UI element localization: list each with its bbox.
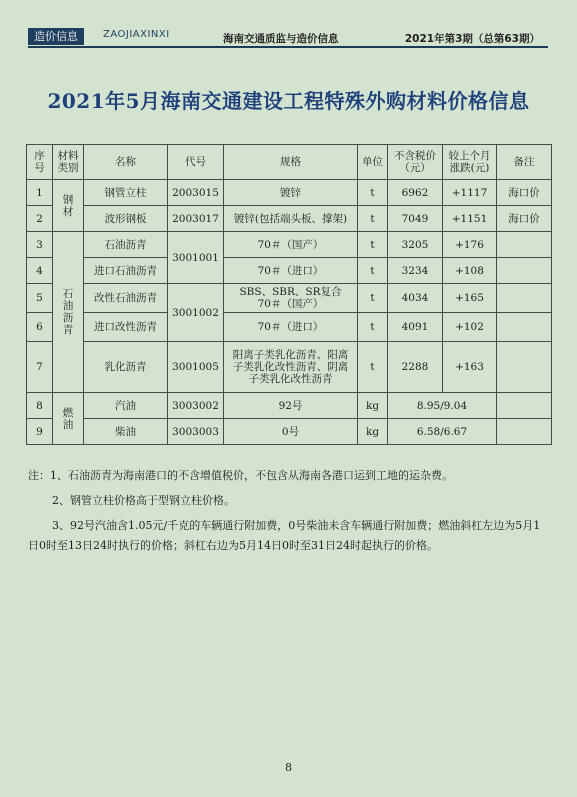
material-name: 进口石油沥青: [84, 258, 168, 284]
col-header-price: 不含税价 （元）: [388, 145, 443, 180]
col-header-unit: 单位: [358, 145, 388, 180]
material-code: 3001005: [168, 342, 224, 393]
price-change: +108: [443, 258, 497, 284]
header-tag: 造价信息: [28, 28, 84, 45]
material-unit: t: [358, 313, 388, 342]
material-unit: t: [358, 232, 388, 258]
row-no: 9: [27, 419, 53, 445]
journal-name: 海南交通质监与造价信息: [223, 33, 339, 45]
remark: [497, 313, 552, 342]
note-2: 2、钢管立柱价格高于型钢立柱价格。: [52, 494, 235, 507]
material-price: 6962: [388, 180, 443, 206]
col-header-remark: 备注: [497, 145, 552, 180]
row-no: 2: [27, 206, 53, 232]
remark: [497, 393, 552, 419]
material-name: 钢管立柱: [84, 180, 168, 206]
row-no: 3: [27, 232, 53, 258]
table-row: [27, 232, 552, 258]
table-row: [27, 419, 552, 445]
table-row: [27, 258, 552, 284]
price-change: +1151: [443, 206, 497, 232]
material-code: 3001002: [168, 284, 224, 342]
material-code: 3001001: [168, 232, 224, 284]
material-unit: t: [358, 258, 388, 284]
page-number: 8: [285, 761, 292, 774]
page-title: 2021年5月海南交通建设工程特殊外购材料价格信息: [47, 89, 530, 113]
material-name: 柴油: [84, 419, 168, 445]
material-code: 3003003: [168, 419, 224, 445]
remark: [497, 258, 552, 284]
material-price: 4091: [388, 313, 443, 342]
col-header-change: 较上个月 涨跌(元): [443, 145, 497, 180]
price-change: +165: [443, 284, 497, 313]
table-row: [27, 393, 552, 419]
header-rule: [28, 46, 548, 48]
category-cell: 钢 材: [53, 180, 84, 232]
material-name: 改性石油沥青: [84, 284, 168, 313]
material-price: 2288: [388, 342, 443, 393]
remark: [497, 232, 552, 258]
row-no: 6: [27, 313, 53, 342]
table-row: [27, 342, 552, 393]
price-change: +176: [443, 232, 497, 258]
header-pinyin: ZAOJIAXINXI: [103, 29, 170, 40]
row-no: 5: [27, 284, 53, 313]
material-name: 石油沥青: [84, 232, 168, 258]
material-unit: kg: [358, 393, 388, 419]
material-name: 进口改性沥青: [84, 313, 168, 342]
table-header-row: [27, 145, 552, 180]
price-table: [26, 144, 552, 445]
remark: 海口价: [497, 180, 552, 206]
material-spec: 镀锌(包括端头板、撑架): [224, 206, 358, 232]
col-header-name: 名称: [84, 145, 168, 180]
material-unit: t: [358, 284, 388, 313]
price-change: +102: [443, 313, 497, 342]
material-name: 乳化沥青: [84, 342, 168, 393]
row-no: 7: [27, 342, 53, 393]
material-code: 3003002: [168, 393, 224, 419]
material-spec: 阳离子类乳化沥青、阳离 子类乳化改性沥青、阴离 子类乳化改性沥青: [224, 342, 358, 393]
material-spec: SBS、SBR、SR复合 70＃（国产）: [224, 284, 358, 313]
price-change: +163: [443, 342, 497, 393]
material-name: 汽油: [84, 393, 168, 419]
material-price: 3205: [388, 232, 443, 258]
material-code: 2003017: [168, 206, 224, 232]
remark: [497, 342, 552, 393]
material-unit: t: [358, 342, 388, 393]
note-1: 注：1、石油沥青为海南港口的不含增值税价，不包含从海南各港口运到工地的运杂费。: [28, 469, 453, 482]
material-spec: 0号: [224, 419, 358, 445]
category-cell: 燃 油: [53, 393, 84, 445]
category-cell: 石 油 沥 青: [53, 232, 84, 393]
material-spec: 镀锌: [224, 180, 358, 206]
material-spec: 70＃（进口）: [224, 258, 358, 284]
material-code: 2003015: [168, 180, 224, 206]
remark: [497, 284, 552, 313]
issue-number: 2021年第3期（总第63期）: [404, 33, 540, 45]
material-spec: 70＃（国产）: [224, 232, 358, 258]
table-row: [27, 180, 552, 206]
table-row: [27, 313, 552, 342]
remark: [497, 419, 552, 445]
material-spec: 70＃（进口）: [224, 313, 358, 342]
page-header: [28, 28, 548, 48]
col-header-no: 序 号: [27, 145, 53, 180]
material-price: 4034: [388, 284, 443, 313]
remark: 海口价: [497, 206, 552, 232]
material-name: 波形钢板: [84, 206, 168, 232]
row-no: 8: [27, 393, 53, 419]
table-row: [27, 206, 552, 232]
material-unit: t: [358, 206, 388, 232]
fuel-price: 8.95/9.04: [388, 393, 497, 419]
row-no: 4: [27, 258, 53, 284]
col-header-code: 代号: [168, 145, 224, 180]
fuel-price: 6.58/6.67: [388, 419, 497, 445]
table-row: [27, 284, 552, 313]
row-no: 1: [27, 180, 53, 206]
material-price: 7049: [388, 206, 443, 232]
note-3: 3、92号汽油含1.05元/千克的车辆通行附加费，0号柴油未含车辆通行附加费；燃油斜杠左边为5月1日0时至13日24时执行的价格；斜杠右边为5月14日0时至31日24时起执行的价格。: [28, 519, 541, 552]
material-unit: kg: [358, 419, 388, 445]
material-spec: 92号: [224, 393, 358, 419]
material-unit: t: [358, 180, 388, 206]
col-header-category: 材料 类别: [53, 145, 84, 180]
material-price: 3234: [388, 258, 443, 284]
col-header-spec: 规格: [224, 145, 358, 180]
price-change: +1117: [443, 180, 497, 206]
